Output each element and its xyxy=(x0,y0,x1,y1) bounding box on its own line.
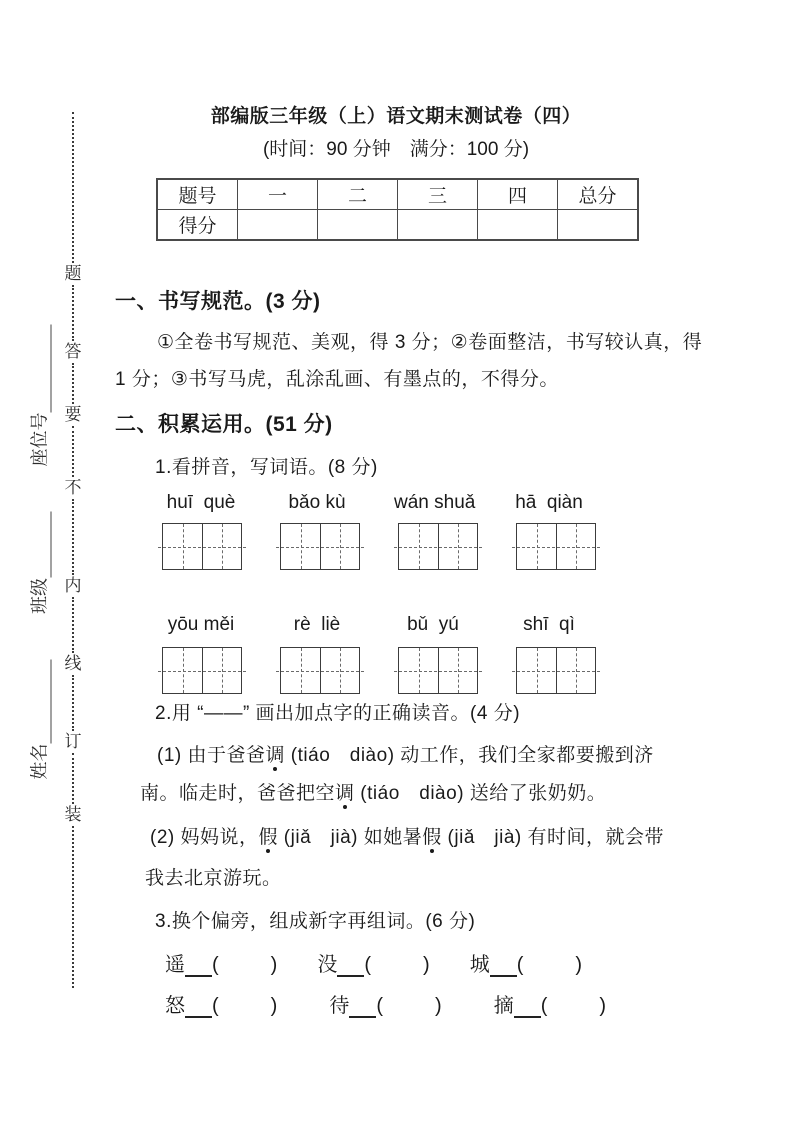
score-table-cell: 得分 xyxy=(157,210,238,241)
grid-dashed-line xyxy=(158,547,246,548)
answer-blank xyxy=(349,996,376,1018)
paren-open: ( xyxy=(212,954,219,976)
writing-grid-box xyxy=(398,647,478,694)
exam-subtitle: (时间：90 分钟 满分：100 分) xyxy=(262,139,530,160)
paren-close: ) xyxy=(270,995,278,1017)
student-field-blank xyxy=(33,325,52,413)
binding-dotted-segment xyxy=(72,112,74,263)
pinyin-label: shī qì xyxy=(523,614,575,635)
text-run: (jiǎ jià) 有时间，就会带 xyxy=(441,827,665,848)
question-3-char: 城 xyxy=(469,954,490,976)
binding-dotted-segment xyxy=(72,426,74,477)
question-2-line xyxy=(140,778,606,805)
dotted-emphasis-char: 调 xyxy=(335,778,355,805)
question-2-line xyxy=(157,740,654,767)
section-one-text-line-1: ①全卷书写规范、美观，得 3 分；②卷面整洁，书写较认真，得 xyxy=(157,332,703,353)
dotted-emphasis-char: 假 xyxy=(259,822,279,849)
question-2-label: 2.用 “——” 画出加点字的正确读音。(4 分) xyxy=(155,703,521,724)
question-3-char: 摘 xyxy=(493,995,514,1017)
binding-char: 线 xyxy=(64,654,82,673)
binding-char: 题 xyxy=(64,264,82,283)
text-run: 南。临走时，爸爸把空 xyxy=(140,783,336,804)
question-3-item xyxy=(494,989,606,1018)
binding-char: 订 xyxy=(64,732,82,751)
pinyin-label: rè liè xyxy=(293,614,341,635)
text-run: (1) 由于爸爸 xyxy=(157,745,266,766)
question-3-item xyxy=(329,989,441,1018)
score-table-empty-cell xyxy=(318,210,398,241)
score-table-empty-cell xyxy=(238,210,318,241)
question-3-char: 没 xyxy=(317,954,338,976)
paren-open: ( xyxy=(364,954,372,976)
writing-grid-box xyxy=(162,647,242,694)
question-3-row-2 xyxy=(165,989,606,1018)
score-table xyxy=(156,178,639,241)
exam-title: 部编版三年级（上）语文期末测试卷（四） xyxy=(210,106,582,127)
answer-blank xyxy=(185,955,212,977)
question-2-line xyxy=(150,822,664,849)
pinyin-label: yōu měi xyxy=(167,614,235,635)
student-field-3 xyxy=(26,325,52,467)
answer-blank xyxy=(185,996,212,1018)
text-run: (jiǎ jià) 如她暑 xyxy=(278,827,423,848)
binding-line xyxy=(62,112,84,988)
grid-dashed-line xyxy=(158,671,246,672)
question-3-item xyxy=(165,948,277,977)
pinyin-label: huī què xyxy=(166,492,236,513)
score-table-cell: 题号 xyxy=(157,179,238,210)
pinyin-label: bǎo kù xyxy=(288,492,346,513)
score-table-cell: 四 xyxy=(478,179,558,210)
writing-grid-row-2 xyxy=(162,647,596,694)
paren-close: ) xyxy=(270,954,278,976)
paren-open: ( xyxy=(540,995,548,1017)
text-run: 我去北京游玩。 xyxy=(145,868,282,889)
student-field-label: 姓名 xyxy=(29,743,50,780)
text-run: (tiáo diào) 送给了张奶奶。 xyxy=(354,783,607,804)
question-3-item xyxy=(317,948,429,977)
student-field-blank xyxy=(33,512,52,578)
dotted-emphasis-char: 假 xyxy=(422,822,442,849)
pinyin-label: hā qiàn xyxy=(515,492,583,513)
score-table-empty-cell xyxy=(398,210,478,241)
question-2-line xyxy=(145,863,282,890)
binding-dotted-segment xyxy=(72,499,74,575)
pinyin-row-1 xyxy=(162,492,588,514)
binding-dotted-segment xyxy=(72,753,74,804)
binding-char: 答 xyxy=(64,342,82,361)
writing-grid-box xyxy=(162,523,242,570)
section-one-heading: 一、书写规范。(3 分) xyxy=(115,290,321,313)
student-field-label: 座位号 xyxy=(29,412,50,467)
question-3-item xyxy=(470,948,582,977)
score-table-empty-cell xyxy=(478,210,558,241)
grid-dashed-line xyxy=(512,671,600,672)
student-field-1 xyxy=(26,660,52,780)
paren-close: ) xyxy=(599,995,607,1017)
binding-dotted-segment xyxy=(72,597,74,653)
score-table-empty-cell xyxy=(558,210,639,241)
binding-char: 内 xyxy=(64,576,82,595)
answer-blank xyxy=(514,996,541,1018)
pinyin-label: bǔ yú xyxy=(407,614,459,635)
paren-close: ) xyxy=(423,954,430,976)
grid-dashed-line xyxy=(394,547,482,548)
student-field-label: 班级 xyxy=(29,578,50,614)
binding-dotted-segment xyxy=(72,675,74,731)
paren-close: ) xyxy=(575,954,583,976)
paren-open: ( xyxy=(376,995,384,1017)
student-field-blank xyxy=(33,660,52,744)
grid-dashed-line xyxy=(276,547,364,548)
question-3-char: 遥 xyxy=(165,954,185,976)
section-two-heading: 二、积累运用。(51 分) xyxy=(115,413,333,436)
grid-dashed-line xyxy=(512,547,600,548)
pinyin-row-2 xyxy=(162,614,588,636)
writing-grid-box xyxy=(280,523,360,570)
score-table-header-row xyxy=(157,179,638,210)
paren-open: ( xyxy=(212,995,219,1017)
question-3-label: 3.换个偏旁，组成新字再组词。(6 分) xyxy=(155,911,476,932)
score-table-cell: 总分 xyxy=(558,179,639,210)
binding-char: 不 xyxy=(64,478,82,497)
question-3-char: 怒 xyxy=(165,995,185,1017)
text-run: (2) 妈妈说， xyxy=(150,827,259,848)
writing-grid-box xyxy=(280,647,360,694)
writing-grid-row-1 xyxy=(162,523,596,570)
score-table-cell: 二 xyxy=(318,179,398,210)
section-one-text-line-2: 1 分；③书写马虎，乱涂乱画、有墨点的，不得分。 xyxy=(115,369,559,390)
writing-grid-box xyxy=(398,523,478,570)
question-3-char: 待 xyxy=(329,995,350,1017)
question-3-row-1 xyxy=(165,948,582,977)
score-table-cell: 一 xyxy=(238,179,318,210)
binding-char: 要 xyxy=(64,405,82,424)
binding-dotted-segment xyxy=(72,363,74,404)
paren-close: ) xyxy=(435,995,442,1017)
writing-grid-box xyxy=(516,647,596,694)
binding-dotted-segment xyxy=(72,285,74,341)
question-1-label: 1.看拼音，写词语。(8 分) xyxy=(155,457,378,478)
text-run: (tiáo diào) 动工作，我们全家都要搬到济 xyxy=(285,745,654,766)
grid-dashed-line xyxy=(276,671,364,672)
student-field-2 xyxy=(26,512,52,614)
grid-dashed-line xyxy=(394,671,482,672)
score-table-score-row xyxy=(157,210,638,241)
answer-blank xyxy=(337,955,364,977)
student-info-fields xyxy=(26,325,52,780)
question-3-item xyxy=(165,989,277,1018)
pinyin-label: wán shuǎ xyxy=(394,492,476,513)
paren-open: ( xyxy=(516,954,524,976)
answer-blank xyxy=(490,955,517,977)
binding-dotted-segment xyxy=(72,826,74,988)
writing-grid-box xyxy=(516,523,596,570)
dotted-emphasis-char: 调 xyxy=(266,740,286,767)
score-table-cell: 三 xyxy=(398,179,478,210)
binding-char: 装 xyxy=(64,805,82,824)
